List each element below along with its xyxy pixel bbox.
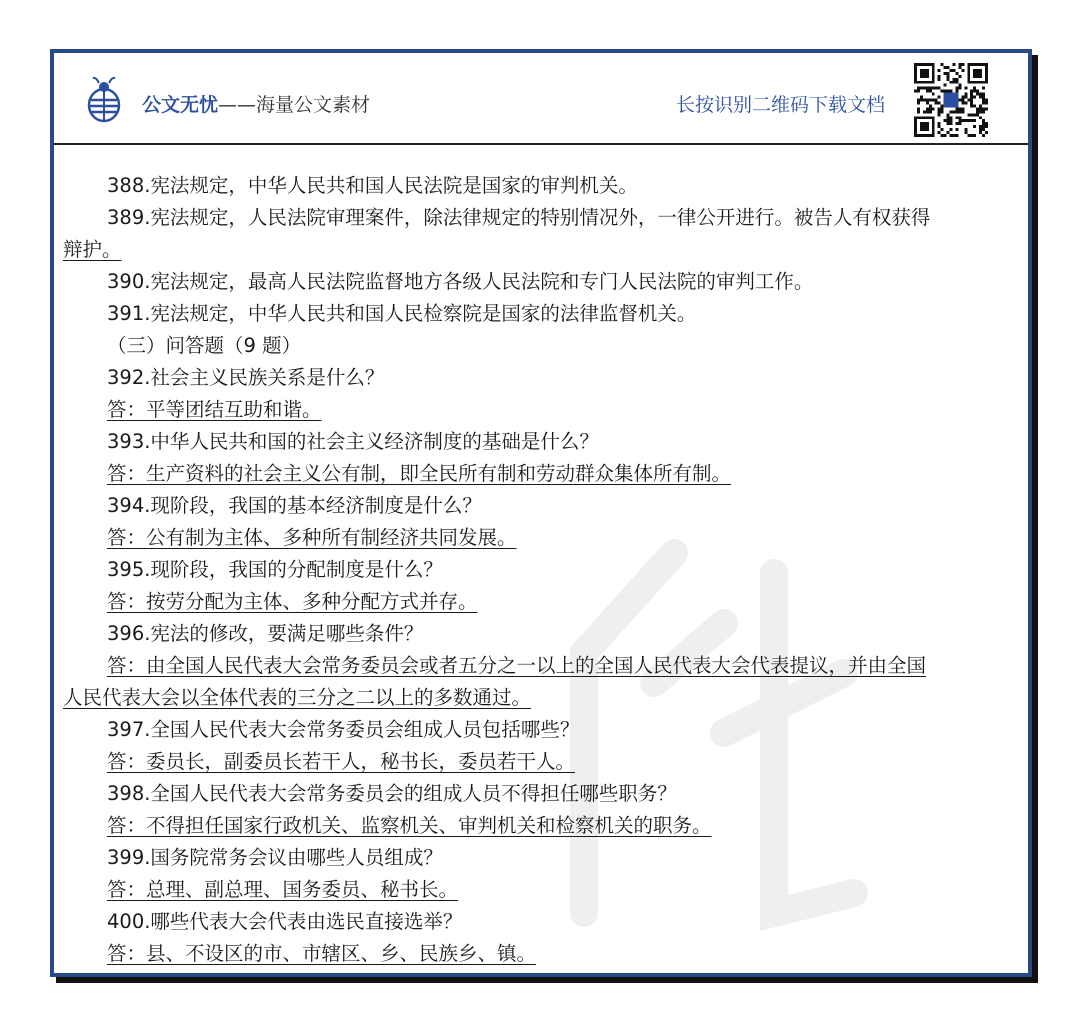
question-line: 398.全国人民代表大会常务委员会的组成人员不得担任哪些职务？ bbox=[107, 782, 677, 805]
question-line: 397.全国人民代表大会常务委员会组成人员包括哪些？ bbox=[107, 718, 580, 741]
question-line: 392.社会主义民族关系是什么？ bbox=[107, 366, 385, 389]
question-line: 396.宪法的修改，要满足哪些条件？ bbox=[107, 622, 424, 645]
answer-line: 答：不得担任国家行政机关、监察机关、审判机关和检察机关的职务。 bbox=[107, 814, 712, 837]
question-line: 394.现阶段，我国的基本经济制度是什么？ bbox=[107, 494, 482, 517]
answer-line: 答：公有制为主体、多种所有制经济共同发展。 bbox=[107, 526, 517, 549]
answer-line: 答：县、不设区的市、市辖区、乡、民族乡、镇。 bbox=[107, 942, 537, 965]
question-line: 395.现阶段，我国的分配制度是什么？ bbox=[107, 558, 443, 581]
answer-line: 答：生产资料的社会主义公有制，即全民所有制和劳动群众集体所有制。 bbox=[107, 462, 732, 485]
brand-name: 公文无忧 bbox=[142, 94, 219, 116]
answer-line: 答：委员长，副委员长若干人，秘书长，委员若干人。 bbox=[107, 750, 576, 773]
qr-hint-text: 长按识别二维码下载文档 bbox=[676, 94, 886, 116]
text-line: 辩护。 bbox=[63, 238, 122, 261]
section-heading: （三）问答题（9 题） bbox=[107, 334, 302, 357]
page-header bbox=[54, 53, 1028, 145]
question-line: 400.哪些代表大会代表由选民直接选举？ bbox=[107, 910, 463, 933]
question-line: 393.中华人民共和国的社会主义经济制度的基础是什么？ bbox=[107, 430, 599, 453]
brand-slogan: ——海量公文素材 bbox=[218, 94, 371, 116]
text-line: 388.宪法规定，中华人民共和国人民法院是国家的审判机关。 bbox=[107, 174, 638, 197]
text-line: 389.宪法规定，人民法院审理案件，除法律规定的特别情况外，一律公开进行。被告人有权获得 bbox=[107, 206, 931, 229]
brand-title bbox=[142, 93, 370, 117]
header-divider bbox=[54, 143, 1028, 145]
text-line: 391.宪法规定，中华人民共和国人民检察院是国家的法律监督机关。 bbox=[107, 302, 697, 325]
answer-line: 人民代表大会以全体代表的三分之二以上的多数通过。 bbox=[63, 686, 532, 709]
text-line: 390.宪法规定，最高人民法院监督地方各级人民法院和专门人民法院的审判工作。 bbox=[107, 270, 814, 293]
question-line: 399.国务院常务会议由哪些人员组成？ bbox=[107, 846, 443, 869]
answer-line: 答：平等团结互助和谐。 bbox=[107, 398, 322, 421]
answer-line: 答：总理、副总理、国务委员、秘书长。 bbox=[107, 878, 459, 901]
document-body bbox=[63, 170, 1019, 970]
answer-line: 答：由全国人民代表大会常务委员会或者五分之一以上的全国人民代表大会代表提议，并由全国 bbox=[107, 654, 927, 677]
qr-code-icon[interactable] bbox=[914, 63, 988, 137]
document-page bbox=[50, 49, 1032, 977]
answer-line: 答：按劳分配为主体、多种分配方式并存。 bbox=[107, 590, 478, 613]
bee-logo-icon bbox=[84, 75, 124, 123]
